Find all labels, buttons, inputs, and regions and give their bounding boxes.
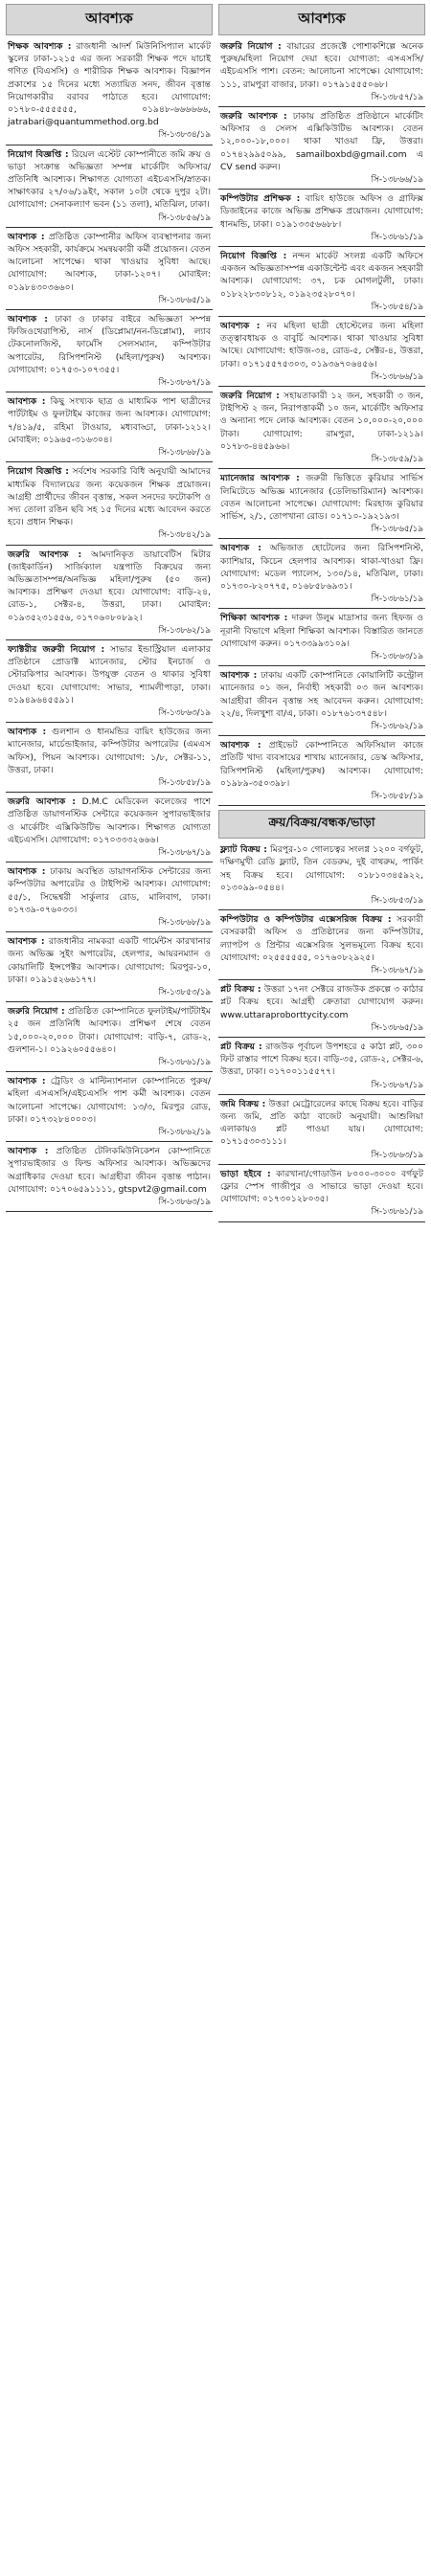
ad-heading: জমি বিক্রয় : xyxy=(220,1098,266,1109)
sale-rent-section-header: ক্রয়/বিক্রয়/বন্ধক/ভাড়া xyxy=(218,810,425,839)
classified-ad xyxy=(6,862,213,932)
ad-heading: আবশ্যক : xyxy=(220,543,261,554)
ad-heading: শিক্ষিকা আবশ্যক : xyxy=(220,613,288,624)
ad-heading: আবশ্যক : xyxy=(220,321,261,332)
ad-body: নন্দন মার্কেট সংলগ্ন একটি অফিসে একজন অভিজ্ঞতাসম্পন্ন একাউন্টেন্ট এবং একজন সহকারী আবশ্যক। যোগাযোগ: ৩৭, চক মোগলটুলী, ঢাকা। ০১৮২২৮৩০৮১২, ০১৯২৩৫২৮০৭০। xyxy=(220,251,423,300)
ad-body: মিরপুর-১০ গোলচত্বর সংলগ্ন ১২০০ বর্গফুট, দক্ষিণমুখী রেডি ফ্ল্যাট, তিন বেডরুম, দুই বাথরুম, পার্কিং সহ বিক্রয় হবে। যোগাযোগ: ০১৮১০৩৪৫৯২২, ০১৩০৯৯-০৫৪৪। xyxy=(220,844,423,893)
ad-code: সি-১৩৮৬১/১৯ xyxy=(371,1207,423,1218)
ad-body: ঢাকায় অবস্থিত ডায়াগনস্টিক সেন্টারের জন্য কম্পিউটার অপারেটর ও টাইপিস্ট আবশ্যক। যোগাযোগ: ৫৫/১, সিদ্ধেশ্বরী সার্কুলার রোড, মালিবাগ, ঢাকা। ০১৭৩৯-০৭৬০৩৩। xyxy=(8,866,212,915)
right-section-header: আবশ্যক xyxy=(218,4,425,35)
classified-ad xyxy=(218,317,425,387)
ad-code: সি-১৩৮৬৮/১৯ xyxy=(158,448,211,459)
classified-ad xyxy=(6,228,213,310)
ad-heading: আবশ্যক : xyxy=(220,670,258,682)
classified-ad xyxy=(218,247,425,317)
ad-code: সি-১৩৮৫৩/১৯ xyxy=(158,988,211,998)
ad-heading: শিক্ষক আবশ্যক : xyxy=(8,41,72,52)
ad-code: সি-১৩৮৬৬/১৯ xyxy=(371,371,423,382)
classified-ad xyxy=(218,666,425,736)
ad-heading: জরুরি নিয়োগ : xyxy=(8,1006,65,1018)
ad-code: সি-১৩৮৬৮/১৯ xyxy=(158,918,211,928)
classified-ad xyxy=(218,980,425,1038)
classified-ad xyxy=(6,932,213,1002)
ad-heading: আবশ্যক : xyxy=(8,231,45,242)
ad-heading: ফ্যাক্টরীর জরুরী নিয়োগ : xyxy=(8,643,105,655)
left-section-header: আবশ্যক xyxy=(6,4,213,35)
ad-heading: জরুরি নিয়োগ : xyxy=(220,391,280,402)
ad-body: সাভার ইন্ডাস্ট্রিয়াল এলাকার প্রতিষ্ঠানে প্রোডাক্ট ম্যানেজার, স্টোর ইনচার্জ ও স্টোরকিপার আবশ্যক। উপযুক্ত বেতন ও থাকার সুবিধা দেওয়া হবে। যোগাযোগ: সাভার, শ্যামলীপাড়া, ঢাকা। ০১৯৪৯৬৪৫৫৯১। xyxy=(8,643,211,706)
ad-body: সর্বশেষ সরকারি বিধি অনুযায়ী আমাদের মাধ্যমিক বিদ্যালয়ের জন্য কয়েকজন শিক্ষক প্রয়োজন। আগ্রহী প্রার্থীদের জীবন বৃত্তান্ত, সকল সনদের ফটোকপি ও সদ্য তোলা রঙিন ছবি সহ ১৫ দিনের মধ্যে আবেদন করতে হবে। প্রধান শিক্ষক। xyxy=(8,466,212,528)
ad-heading: নিয়োগ বিজ্ঞপ্তি : xyxy=(220,251,287,262)
ad-heading: ভাড়া হইবে : xyxy=(220,1168,271,1179)
classified-ad xyxy=(6,1072,213,1142)
classified-ad xyxy=(218,190,425,247)
ad-code: সি-১৩৮৫৬/১৯ xyxy=(158,213,211,223)
ad-code: সি-১৩৮৬৭/১৯ xyxy=(371,1080,423,1090)
ad-body: রাজধানীর নামকরা একটি গার্মেন্টস কারখানার জন্য অভিজ্ঞ সুইং অপারেটর, হেলপার, আয়রনম্যান ও কোয়ালিটি ইন্সপেক্টর আবশ্যক। যোগাযোগ: মিরপুর-১০, ঢাকা। ০১৯১৫২৬৬১৭৭। xyxy=(8,936,211,985)
ad-body: প্রতিষ্ঠিত কোম্পানিতে ফুলটাইম/পার্টটাইম ২৫ জন প্রতিনিধি আবশ্যক। প্রশিক্ষণ শেষে বেতন ১৫,০০০-২০,০০০ টাকা। যোগাযোগ: বাড়ি-৭, রোড-২, গুলশান-১। ০১৯২৬০৫৫৬৪০। xyxy=(8,1006,211,1055)
ad-heading: প্লট বিক্রয় : xyxy=(220,984,261,996)
ad-body: জরুরী ভিত্তিতে কুরিয়ার সার্ভিস লিমিটেডে অভিজ্ঞ ম্যানেজার (ডেলিভারিম্যান) আবশ্যক। বেতন আলোচনা সাপেক্ষে। যোগাযোগ: মিরহাজ কুরিয়ার সার্ভিস, ২/১, তোপখানা রোড। ০১৭১০-১৯২১৯৩। xyxy=(220,473,423,522)
ad-code: সি-১৩৮৫৯/১৯ xyxy=(371,455,423,465)
ad-heading: কম্পিউটার প্রশিক্ষক : xyxy=(220,193,301,205)
ad-body: ট্রেডিং ও মাল্টিন্যাশনাল কোম্পানিতে পুরুষ/মহিলা এসএসসি/এইচএসসি পাশ কর্মী আবশ্যক। বেতন আলোচনা সাপেক্ষে। যোগাযোগ: ১৩/৩, মিরপুর রোড, ঢাকা। ০১৭৩২৮৪০০০৩। xyxy=(8,1076,212,1125)
ad-body: ঢাকা ও ঢাকার বাইরে অভিজ্ঞতা সম্পন্ন ফিজিওথেরাপিস্ট, নার্স (ডিপ্লোমা/নন-ডিপ্লোমা), ল্যাব টেকনোলজিস্ট, ফার্মেসি সেলসম্যান, কম্পিউটার অপারেটর, রিসিপশনিস্ট (মহিলা/পুরুষ) আবশ্যক। যোগাযোগ: ০১৭৫৩-১০৭৩৫৫। xyxy=(8,314,211,375)
ad-code: সি-১৩৮৬৩/১৯ xyxy=(371,651,423,661)
right-column xyxy=(218,4,425,2572)
classified-ad xyxy=(218,1038,425,1095)
classified-ad xyxy=(6,310,213,392)
ad-body: কিছু সংখ্যক ছাত্র ও মাধ্যমিক পাশ ছাত্রীদের পার্টটাইম ও ফুলটাইম কাজের জন্য আবশ্যক। যোগাযোগ: ৭/৪১৯/৫, রহিমা টাওয়ার, মধ্যবাড্ডা, ঢাকা-১২১২। মোবাইল: ০১৯৬৫-৩১৬৩০৪। xyxy=(8,396,212,445)
classified-ad xyxy=(6,546,213,640)
ad-code: সি-১৩৮৩৪/১৯ xyxy=(158,130,211,141)
ad-body: সরকারী বেসরকারী অফিস ও প্রতিষ্ঠানের জন্য কম্পিউটার, ল্যাপটপ ও প্রিন্টার এক্সেসরিজ সুলভমূল্যে বিক্রয় হবে। যোগাযোগ: ০২৫৫৫৫৫৫, ০১৭৬০৮২৯২৫। xyxy=(220,914,423,963)
ad-heading: আবশ্যক : xyxy=(220,740,261,751)
classified-ad xyxy=(6,1002,213,1072)
classified-ad xyxy=(6,146,213,228)
classified-ad xyxy=(218,1165,425,1222)
ad-code: সি-১৩৮৬৭/১৯ xyxy=(158,378,211,389)
ad-body: রাজধানী আদর্শ মিউনিসিপ্যাল মার্কেট স্কুলের ঢাকা-১২১৫ এর জন্য সরকারী শিক্ষক পদে যাচাই গণিত (বিএসসি) ও শারীরিক শিক্ষক আবশ্যক। বিজ্ঞাপন প্রকাশের ১৫ দিনের মধ্যে সত্যায়িত সনদ, জীবন বৃত্তান্ত নিয়োগকারীর বরাবর পাঠাতে হবে। যোগাযোগ: ০১৭৮০-৫৫৫৫৫৫, ০১৯৪৮-৬৬৬৬৬৬, jatrabari@quantummethod.org.bd xyxy=(8,41,211,128)
ad-code: সি-১৩৮৫৭/১৯ xyxy=(371,92,423,102)
ad-heading: ফ্ল্যাট বিক্রয় : xyxy=(220,844,267,856)
ad-code: সি-১৩৮৪২/১৯ xyxy=(158,530,211,541)
classified-ad xyxy=(218,539,425,609)
ad-code: সি-১৩৮৬৫/১৯ xyxy=(158,295,211,305)
ad-code: সি-১৩৮৫৪/১৯ xyxy=(371,302,423,312)
classified-ad xyxy=(218,387,425,469)
ad-heading: জরুরি আবশ্যক : xyxy=(220,111,287,123)
classified-ad xyxy=(218,37,425,107)
ad-code: সি-১৩৮৬২/১৯ xyxy=(158,1128,211,1138)
classified-ad xyxy=(6,462,213,545)
ad-code: সি-১৩৮৬৭/১৯ xyxy=(158,847,211,858)
ad-body: রিয়েল এস্টেট কোম্পানীতে জমি ক্রয় ও ভাড়া সংক্রান্ত অভিজ্ঞতা সম্পন্ন মার্কেটিং অফিসার/প্রতিনিধি আবশ্যক। শিক্ষাগত যোগ্যতা এইচএসসি/স্নাতক। সাক্ষাৎকার ২৭/০৬/১৯ইং, সকাল ১০টা থেকে দুপুর ২টা। যোগাযোগ: সেনাকল্যাণ ভবন (১১ তলা), মতিঝিল, ঢাকা। xyxy=(8,148,211,211)
ad-code: সি-১৩৮৬৬/১৯ xyxy=(371,175,423,186)
ad-code: সি-১৩৮৬৭/১৯ xyxy=(371,966,423,975)
left-ad-list xyxy=(6,37,213,1212)
ad-body: দারুল উলুম মাদ্রাসার জন্য হিফজ ও নূরানী বিভাগে মহিলা শিক্ষিকা আবশ্যক। বিস্তারিত জানতে যোগাযোগ করুন। ০১৭৩৩৯৯৩১০৯। xyxy=(220,613,423,649)
classified-ad xyxy=(218,910,425,980)
classified-ad xyxy=(6,1142,213,1212)
ad-body: বায়ারের প্রজেক্টে পোশাকশিল্পে অনেক পুরুষ/মহিলা নিয়োগ দেয়া হবে। যোগ্যতা: এসএসসি/এইচএসসি পাশ। বেতন: আলোচনা সাপেক্ষে। যোগাযোগ: ১১১, রামপুরা বাজার, ঢাকা। ০১৭৯১৫৫৫০৬৮। xyxy=(220,41,423,90)
classified-ad xyxy=(218,107,425,190)
ad-heading: জরুরি নিয়োগ : xyxy=(220,41,282,52)
right-ad-list xyxy=(218,37,425,806)
ad-code: সি-১৩৮৬১/১৯ xyxy=(158,1058,211,1068)
ad-body: ঢাকায় একটি কোম্পানিতে কোয়ালিটি কন্ট্রোল ম্যানেজার ০১ জন, নির্বাহী সহকারী ০৩ জন আবশ্যক। আগ্রহীরা জীবন বৃত্তান্ত সহ আবেদন করুন। যোগাযোগ: ২২/৪, দিলখুশা বা/এ, ঢাকা। ০১৮৭৬১৩৭৫৪৮। xyxy=(220,670,423,719)
ad-heading: আবশ্যক : xyxy=(8,1076,46,1087)
ad-heading: আবশ্যক : xyxy=(8,314,48,325)
ad-code: সি-১৩৮৬৩/১৯ xyxy=(158,1198,211,1208)
ad-body: D.M.C মেডিকেল কলেজের পাশে প্রতিষ্ঠিত ডায়াগনস্টিক সেন্টারে কয়েকজন সুপারভাইজার ও মার্কেটিং এক্সিকিউটিভ আবশ্যক। শিক্ষাগত যোগ্যতা এইচএসসি। যোগাযোগ: ০১৭০৩৩৩২৬৬৬। xyxy=(8,796,211,845)
ad-body: ঢাকায় প্রতিষ্ঠিত প্রতিষ্ঠানে মার্কেটিং অফিসার ও সেলস এক্সিকিউটিভ আবশ্যক। বেতন ১২,০০০-১৮,০০০। থাকা খাওয়া ফ্রি, উত্তরা। ০১৭৪২৯৯৫০৯৯, samailboxbd@gmail.com এ CV send করুন। xyxy=(220,111,423,172)
ad-heading: কম্পিউটার ও কম্পিউটার এক্সেসরিজ বিক্রয় : xyxy=(220,914,392,926)
ad-heading: ম্যানেজার আবশ্যক : xyxy=(220,473,300,484)
classified-ad xyxy=(218,840,425,910)
sale-rent-ad-list xyxy=(218,840,425,1221)
ad-body: প্রতিষ্ঠিত কোম্পানীর অফিস ব্যবস্থাপনার জন্য অফিস সহকারী, কার্যক্রমে সমন্বয়কারী কর্মী প্রয়োজন। বেতন আলোচনা সাপেক্ষে। থাকা খাওয়ার সুবিধা আছে। যোগাযোগ: আবশ্যক, ঢাকা-১২০৭। মোবাইল: ০১৯৮৪৩০৩৬৬০। xyxy=(8,231,211,293)
ad-body: রাজউক পূর্বাচল উপশহরে ৫ কাঠা প্লট, ৩০০ ফিট রাস্তার পাশে বিক্রয় হবে। বাড়ি-৩৫, রোড-২, সেক্টর-৬, উত্তরা, ঢাকা। ০১৭০০১১৫৫৭৭। xyxy=(220,1042,424,1078)
ad-heading: প্লট বিক্রয় : xyxy=(220,1042,262,1053)
ad-heading: আবশ্যক : xyxy=(8,396,46,408)
ad-heading: নিয়োগ বিজ্ঞপ্তি : xyxy=(8,148,69,160)
ad-code: সি-১৩৮৫৩/১৯ xyxy=(371,895,423,906)
ad-code: সি-১৩৮৬৫/১৯ xyxy=(371,525,423,535)
ad-code: সি-১৩৮৬১/১৯ xyxy=(371,232,423,242)
classified-ad xyxy=(6,392,213,462)
ad-heading: জরুরি আবশ্যক : xyxy=(8,549,82,560)
ad-code: সি-১৩৮৬৩/১৯ xyxy=(371,1150,423,1160)
classified-ad xyxy=(218,469,425,539)
ad-body: উত্তরা ১৭নং সেক্টরে রাজউক প্রকল্পে ৩ কাঠার প্লট বিক্রয় হবে। আগ্রহী ক্রেতারা যোগাযোগ করুন। www.uttaraproborttycity.com xyxy=(220,984,424,1020)
ad-body: কারখানা/গোডাউন ৮০০০-৩০০০ বর্গফুট ফ্লোর স্পেস গাজীপুর ও সাভারে ভাড়া দেওয়া হবে। যোগাযোগ: ০১৭৩০১২৮০৩৫। xyxy=(220,1168,424,1205)
classified-ad xyxy=(218,736,425,806)
ad-body: অভিজাত হোটেলের জন্য রিসিপশনিস্ট, ক্যাশিয়ার, কিচেন হেলপার আবশ্যক। থাকা-খাওয়া ফ্রি। যোগাযোগ: মডেল প্যালেস, ১৩০/১৪, মতিঝিল, ঢাকা। ০১৭৩০-৮২০৭৭৫, ০১৬৮৫৮৬৯৩১। xyxy=(220,543,424,592)
ad-code: সি-১৩৮৬৩/১৯ xyxy=(158,707,211,718)
classified-ad xyxy=(6,793,213,862)
ad-body: প্রতিষ্ঠিত টেলিকমিউনিকেশন কোম্পানিতে সুপারভাইজার ও ফিল্ড অফিসার আবশ্যক। অভিজ্ঞদের অগ্রাধিকার দেওয়া হবে। আগ্রহীরা জীবন বৃত্তান্ত পাঠান। যোগাযোগ: ০১৭০৬৫৯১১১১, gtspvt2@gmail.com xyxy=(8,1146,212,1195)
ad-heading: আবশ্যক : xyxy=(8,727,47,738)
ad-heading: আবশ্যক : xyxy=(8,1146,49,1157)
classified-ad xyxy=(6,37,213,146)
ad-code: সি-১৩৮৬২/১৯ xyxy=(158,625,211,636)
ad-body: প্রাইভেট কোম্পানিতে অফিসিয়াল কাজে প্রতিটি খাদ্য ব্যবসায়ের শাখায় ম্যানেজার, ডেস্ক অফিসার, রিসিপশনিস্ট (মহিলা/পুরুষ) আবশ্যক। যোগাযোগ: ০১৯৮৯-৩৫০৩৯৮। xyxy=(220,740,423,789)
left-column xyxy=(6,4,213,2572)
ad-body: উত্তরা মেট্রোরেলের কাছে বিক্রয় হবে। বাড়ির জন্য জমি, প্রতি কাঠা বাজেট অনুযায়ী। আশুলিয়া এলাকায়ও প্লট পাওয়া যায়। যোগাযোগ: ০১৭১৫৩০৩১১১। xyxy=(220,1098,423,1148)
ad-heading: আবশ্যক : xyxy=(8,866,46,878)
classified-ad xyxy=(218,1095,425,1165)
ad-heading: নিয়োগ বিজ্ঞপ্তি : xyxy=(8,466,69,478)
ad-body: আমদানিকৃত ডায়াবেটিস মিটার (জাইকার্ডিন) সার্জিক্যাল যন্ত্রপাতি বিক্রয়ের জন্য অভিজ্ঞতাসম্পন্ন/অনভিজ্ঞ মহিলা/পুরুষ (৫০ জন) আবশ্যক। প্রশিক্ষণ দেওয়া হবে। যোগাযোগ: বাড়ি-২৪, রোড-১, সেক্টর-৪, উত্তরা, ঢাকা। মোবাইল: ০১৯৩৫২৩১৫৫৬, ০১৭০৬০৮০৮৯২। xyxy=(8,549,211,623)
ad-code: সি-১৩৮৬৫/১৯ xyxy=(371,1022,423,1033)
ad-body: নব মহিলা ছাত্রী হোস্টেলের জন্য মহিলা তত্ত্বাবধায়ক ও বাবুর্চি আবশ্যক। থাকা খাওয়ার সুবিধা আছে। যোগাযোগ: হাউজ-৩৪, রোড-৫, সেক্টর-৪, উত্তরা, ঢাকা। ০১৭১৫৫৭৫৩০৩, ০১৯৩৬৭০৬৪৫৬। xyxy=(220,321,424,370)
ad-code: সি-১৩৮৫৮/১৯ xyxy=(371,791,423,801)
ad-code: সি-১৩৮৬২/১৯ xyxy=(371,721,423,731)
classified-ad xyxy=(6,640,213,723)
ad-body: বায়িং হাউজে অফিস ও গ্রাফিক্স ডিজাইনের কাজে অভিজ্ঞ প্রশিক্ষক প্রয়োজন। যোগাযোগ: ধানমন্ডি, ঢাকা। ০১৯১৩৩৫৬৬৮৮। xyxy=(220,193,423,230)
ad-code: সি-১৩৮৫৮/১৯ xyxy=(158,777,211,788)
classified-ad xyxy=(6,723,213,793)
ad-heading: আবশ্যক : xyxy=(8,936,45,948)
ad-body: সহায়তাকারী ১২ জন, সহকারী ৩ জন, টাইপিস্ট ২ জন, নিরাপত্তাকর্মী ১০ জন, মার্কেটিং অফিসার ও অন্যান্য পদে লোক আবশ্যক। বেতন ১০,০০০-২০,০০০ টাকা। যোগাযোগ: রামপুরা, ঢাকা-১২১৯। ০১৭৮৩-৪৪৫৯৬৬। xyxy=(220,391,424,452)
ad-code: সি-১৩৮৬১/১৯ xyxy=(371,594,423,605)
classified-ad xyxy=(218,609,425,666)
ad-body: গুলশান ও ধানমন্ডির বায়িং হাউজের জন্য ম্যানেজার, মার্চেন্ডাইজার, কম্পিউটার অপারেটর (এমএস অফিস), পিয়ন আবশ্যক। যোগাযোগ: ১/৮, সেক্টর-১১, উত্তরা, ঢাকা। xyxy=(8,727,212,775)
ad-heading: জরুরি আবশ্যক : xyxy=(8,796,76,808)
